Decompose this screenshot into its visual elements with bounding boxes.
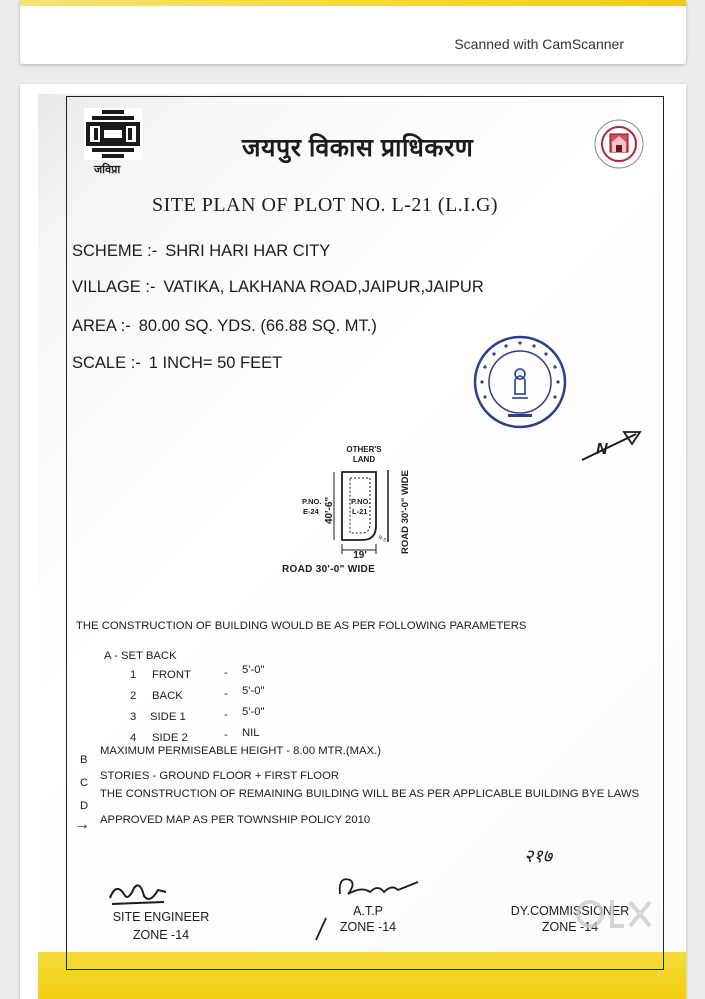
handwritten-note: २१७: [524, 846, 553, 867]
setback-back-name: BACK: [152, 690, 183, 702]
village-field: [72, 278, 484, 297]
adjacent-plot-label-1: P.NO.: [302, 497, 322, 506]
setback-side2-value: NIL: [242, 727, 260, 739]
seal-emblem-icon: [593, 118, 645, 170]
dy-commissioner-zone: ZONE -14: [541, 920, 599, 934]
atp-title: A.T.P: [353, 904, 383, 918]
bye-laws-text: THE CONSTRUCTION OF REMAINING BUILDING WILL BE AS PER APPLICABLE BUILDING BYE LAWS: [100, 788, 640, 800]
others-land-label-1: OTHER'S: [346, 445, 382, 454]
setback-back-dash: -: [224, 688, 228, 700]
setback-side2-dash: -: [224, 729, 228, 741]
atp-signature-icon: [334, 870, 424, 904]
official-round-stamp: [472, 334, 568, 430]
setback-front-dash: -: [224, 667, 228, 679]
scheme-field: [72, 242, 330, 261]
site-engineer-zone: ZONE -14: [132, 928, 190, 942]
previous-page-card: [20, 0, 686, 64]
plot-label-2: L-21: [352, 507, 368, 516]
setback-title: A - SET BACK: [104, 650, 177, 662]
setback-front-value: 5'-0": [242, 664, 265, 676]
setback-side1-dash: -: [224, 709, 228, 721]
area-value: 80.00 SQ. YDS. (66.88 SQ. MT.): [138, 317, 377, 335]
max-height-text: MAXIMUM PERMISEABLE HEIGHT - 8.00 MTR.(MAX.): [100, 745, 381, 757]
depth-label: 40'-6": [324, 496, 335, 524]
jda-logo-icon: [82, 106, 144, 162]
authority-title-hindi: जयपुर विकास प्राधिकरण: [242, 134, 474, 162]
olx-watermark-icon: [556, 896, 676, 932]
village-value: VATIKA, LAKHANA ROAD,JAIPUR,JAIPUR: [163, 278, 484, 296]
setback-back-num: 2: [130, 690, 137, 702]
north-arrow: [576, 426, 646, 466]
jda-logo-text: जविप्रा: [94, 164, 121, 176]
stories-text: STORIES - GROUND FLOOR + FIRST FLOOR: [100, 770, 340, 782]
setback-side1-value: 5'-0": [242, 706, 265, 718]
yellow-strip: [20, 0, 686, 6]
scale-label: SCALE :-: [72, 354, 141, 372]
north-arrow-icon: [576, 426, 646, 466]
area-label: AREA :-: [72, 317, 131, 335]
approved-arrow-icon: →: [74, 816, 90, 833]
adjacent-plot-label-2: E-24: [303, 507, 319, 516]
scale-field: [72, 354, 282, 373]
setback-front-num: 1: [130, 669, 137, 681]
atp-zone: ZONE -14: [339, 920, 397, 934]
scale-value: 1 INCH= 50 FEET: [148, 354, 283, 372]
scheme-value: SHRI HARI HAR CITY: [165, 242, 331, 260]
corner-radius-label: R-5': [377, 534, 388, 545]
jda-emblem: [593, 118, 645, 170]
document-page-card[interactable]: [20, 84, 686, 999]
height-letter: B: [80, 754, 88, 766]
atp-block: [328, 904, 408, 934]
area-field: [72, 317, 377, 336]
width-label: 19': [353, 550, 367, 561]
setback-side2-name: SIDE 2: [152, 732, 188, 744]
bye-laws-letter: D: [80, 800, 89, 812]
site-engineer-signature-icon: [106, 878, 176, 912]
village-label: VILLAGE :-: [72, 278, 156, 296]
dy-commissioner-title: DY.COMMISSIONER: [510, 904, 630, 918]
setback-back-value: 5'-0": [242, 685, 265, 697]
scheme-label: SCHEME :-: [72, 242, 158, 260]
site-plan-title: SITE PLAN OF PLOT NO. L-21 (L.I.G): [152, 194, 499, 216]
plot-outline: [342, 472, 376, 540]
road-right-label: ROAD 30'-0" WIDE: [400, 470, 411, 554]
others-land-label-2: LAND: [352, 455, 376, 464]
site-engineer-title: SITE ENGINEER: [112, 910, 210, 924]
approved-map-text: APPROVED MAP AS PER TOWNSHIP POLICY 2010: [100, 814, 371, 826]
setback-side1-num: 3: [130, 711, 137, 723]
site-engineer-block: [106, 910, 216, 942]
north-letter: N: [596, 441, 608, 458]
ashoka-emblem-stamp-icon: [472, 334, 568, 430]
plot-sketch: [270, 434, 430, 584]
jda-logo: [82, 106, 144, 178]
road-bottom-label: ROAD 30'-0" WIDE: [282, 564, 376, 575]
setback-side2-num: 4: [130, 732, 137, 744]
stories-letter: C: [80, 777, 89, 789]
setback-side1-name: SIDE 1: [150, 711, 186, 723]
camscanner-label: Scanned with CamScanner: [454, 36, 624, 52]
parameters-intro: THE CONSTRUCTION OF BUILDING WOULD BE AS PER FOLLOWING PARAMETERS: [76, 620, 527, 632]
plot-label-1: P.NO.: [351, 497, 371, 506]
setback-front-name: FRONT: [152, 669, 191, 681]
